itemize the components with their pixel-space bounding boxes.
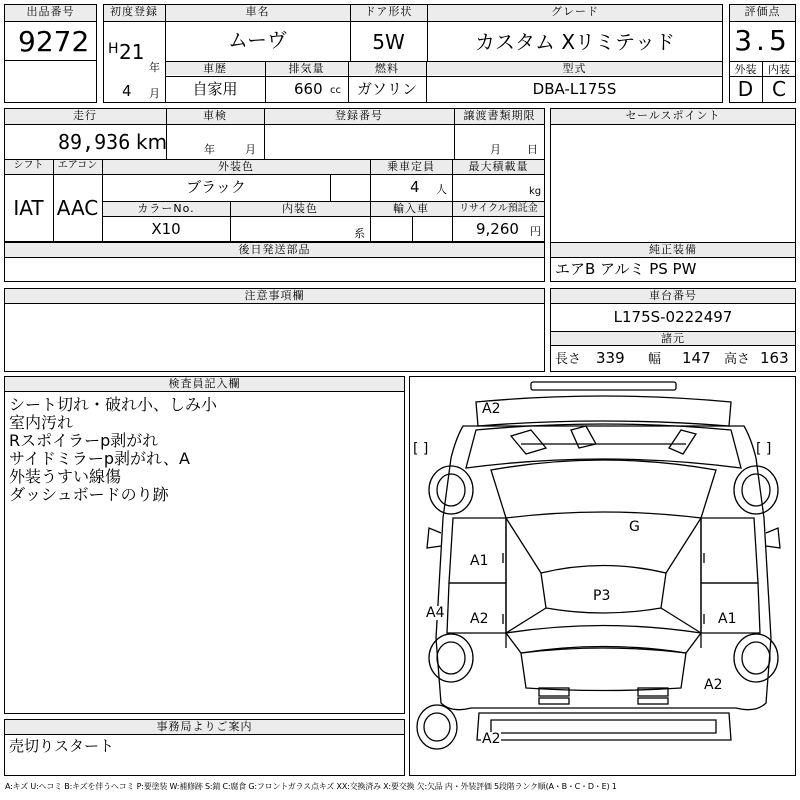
first-reg-label: 初度登録 — [110, 5, 158, 18]
fuel: ガソリン — [356, 80, 417, 98]
mark-bracket-left: [ ] — [413, 441, 429, 457]
capacity: 4 — [410, 178, 420, 196]
shift: IAT — [13, 196, 44, 220]
height: 163 — [760, 349, 789, 367]
mark-left-rear: A2 — [470, 611, 489, 627]
mileage-unit: km — [136, 130, 168, 154]
exterior-label: 外装 — [734, 63, 757, 76]
details-box — [4, 108, 545, 242]
lot-number: 9272 — [18, 25, 90, 58]
capacity-unit: 人 — [436, 183, 447, 196]
color: ブラック — [186, 178, 246, 196]
capacity-label: 乗車定員 — [387, 160, 435, 173]
grade: カスタム Xリミテッド — [474, 30, 676, 54]
mark-roof: P3 — [593, 588, 611, 604]
legend: A:キズ U:ヘコミ B:キズを伴うヘコミ P:要塗装 W:補修跡 S:錆 C:腐食 G:フロントガラス点キズ XX:交換済み X:要交換 欠:欠品 内・外装評価 5段階ランク順(A・B・C・D・E) 1 — [5, 782, 617, 791]
mark-glass: G — [629, 519, 640, 535]
lot-label: 出品番号 — [26, 5, 75, 18]
inspector-line: 外装うすい線傷 — [9, 467, 122, 486]
ac-label: エアコン — [57, 160, 98, 171]
ac: AAC — [56, 196, 99, 220]
transfer-label: 譲渡書類期限 — [463, 109, 536, 122]
chassis: L175S-0222497 — [613, 308, 733, 326]
grade-label: グレード — [551, 5, 599, 18]
displacement-unit: cc — [330, 85, 341, 96]
mark-bracket-right: [ ] — [756, 441, 772, 457]
inspection-label: 車検 — [203, 109, 227, 122]
inspector-line: サイドミラーp剥がれ、A — [9, 449, 190, 468]
transfer-month-unit: 月 — [490, 143, 501, 156]
length: 339 — [596, 349, 625, 367]
inspector-line: Rスポイラーp剥がれ — [9, 431, 159, 450]
name-label: 車名 — [245, 5, 270, 18]
dims-label: 諸元 — [661, 332, 685, 345]
reg-no-label: 登録番号 — [335, 109, 383, 122]
mark-left-front: A1 — [470, 553, 489, 569]
caution-label: 注意事項欄 — [244, 289, 305, 302]
color-no-label: カラーNo. — [137, 202, 195, 215]
length-label: 長さ — [555, 352, 582, 367]
mileage-label: 走行 — [73, 109, 97, 122]
inspector-line: ダッシュボードのり跡 — [9, 485, 169, 504]
interior-label: 内装 — [768, 63, 790, 76]
era: H — [108, 41, 119, 57]
history: 自家用 — [192, 80, 238, 98]
transfer-day-unit: 日 — [527, 143, 538, 156]
car-diagram — [411, 378, 796, 753]
recycle: 9,260 — [476, 220, 519, 238]
width: 147 — [682, 349, 711, 367]
equipment: エアB アルミ PS PW — [555, 260, 697, 278]
height-label: 高さ — [724, 352, 751, 367]
month-unit: 月 — [149, 87, 160, 100]
mark-left-sill: A4 — [426, 605, 445, 621]
mark-rear-right: A2 — [704, 677, 723, 693]
score-label: 評価点 — [744, 5, 781, 18]
displacement: 660 — [294, 80, 323, 98]
mileage: 89,936 — [58, 130, 131, 154]
office-label: 事務局よりご案内 — [156, 720, 253, 733]
import-label: 輸入車 — [393, 202, 429, 215]
score: 3.5 — [734, 24, 791, 57]
model: DBA-L175S — [532, 80, 617, 98]
load-label: 最大積載量 — [468, 160, 529, 173]
color-no: X10 — [151, 220, 181, 238]
inspection-year-unit: 年 — [204, 143, 215, 156]
office-text: 売切りスタート — [9, 737, 115, 755]
width-label: 幅 — [648, 352, 662, 367]
mark-rear-bumper: A2 — [482, 731, 501, 747]
sales-label: セールスポイント — [625, 109, 721, 122]
interior-grade: C — [772, 77, 786, 101]
shift-label: シフト — [13, 160, 44, 171]
int-color-label: 内装色 — [282, 202, 318, 215]
exterior-grade: D — [737, 77, 754, 101]
recycle-unit: 円 — [530, 225, 541, 238]
later-parts-label: 後日発送部品 — [238, 243, 311, 256]
car-name: ムーヴ — [228, 28, 287, 52]
displacement-label: 排気量 — [288, 62, 325, 75]
fuel-label: 燃料 — [375, 62, 399, 75]
chassis-label: 車台番号 — [649, 289, 697, 302]
color-label: 外装色 — [218, 160, 254, 173]
mark-front-bumper: A2 — [482, 401, 501, 417]
inspection-month-unit: 月 — [245, 143, 256, 156]
model-label: 型式 — [562, 62, 587, 75]
reg-year: 21 — [119, 40, 145, 64]
recycle-label: リサイクル預託金 — [459, 203, 538, 214]
load-unit: kg — [529, 186, 542, 197]
inspector-line: シート切れ・破れ小、しみ小 — [9, 395, 218, 414]
inspector-notes — [9, 396, 217, 504]
int-color-unit: 系 — [354, 227, 365, 240]
reg-month: 4 — [122, 82, 132, 100]
inspector-label: 検査員記入欄 — [168, 377, 241, 390]
inspector-line: 室内汚れ — [9, 413, 74, 432]
door-label: ドア形状 — [364, 5, 413, 18]
equipment-label: 純正装備 — [649, 243, 697, 256]
history-label: 車歴 — [203, 62, 227, 75]
year-unit: 年 — [149, 61, 160, 74]
door-type: 5W — [372, 30, 405, 54]
mark-right-rear: A1 — [718, 611, 737, 627]
